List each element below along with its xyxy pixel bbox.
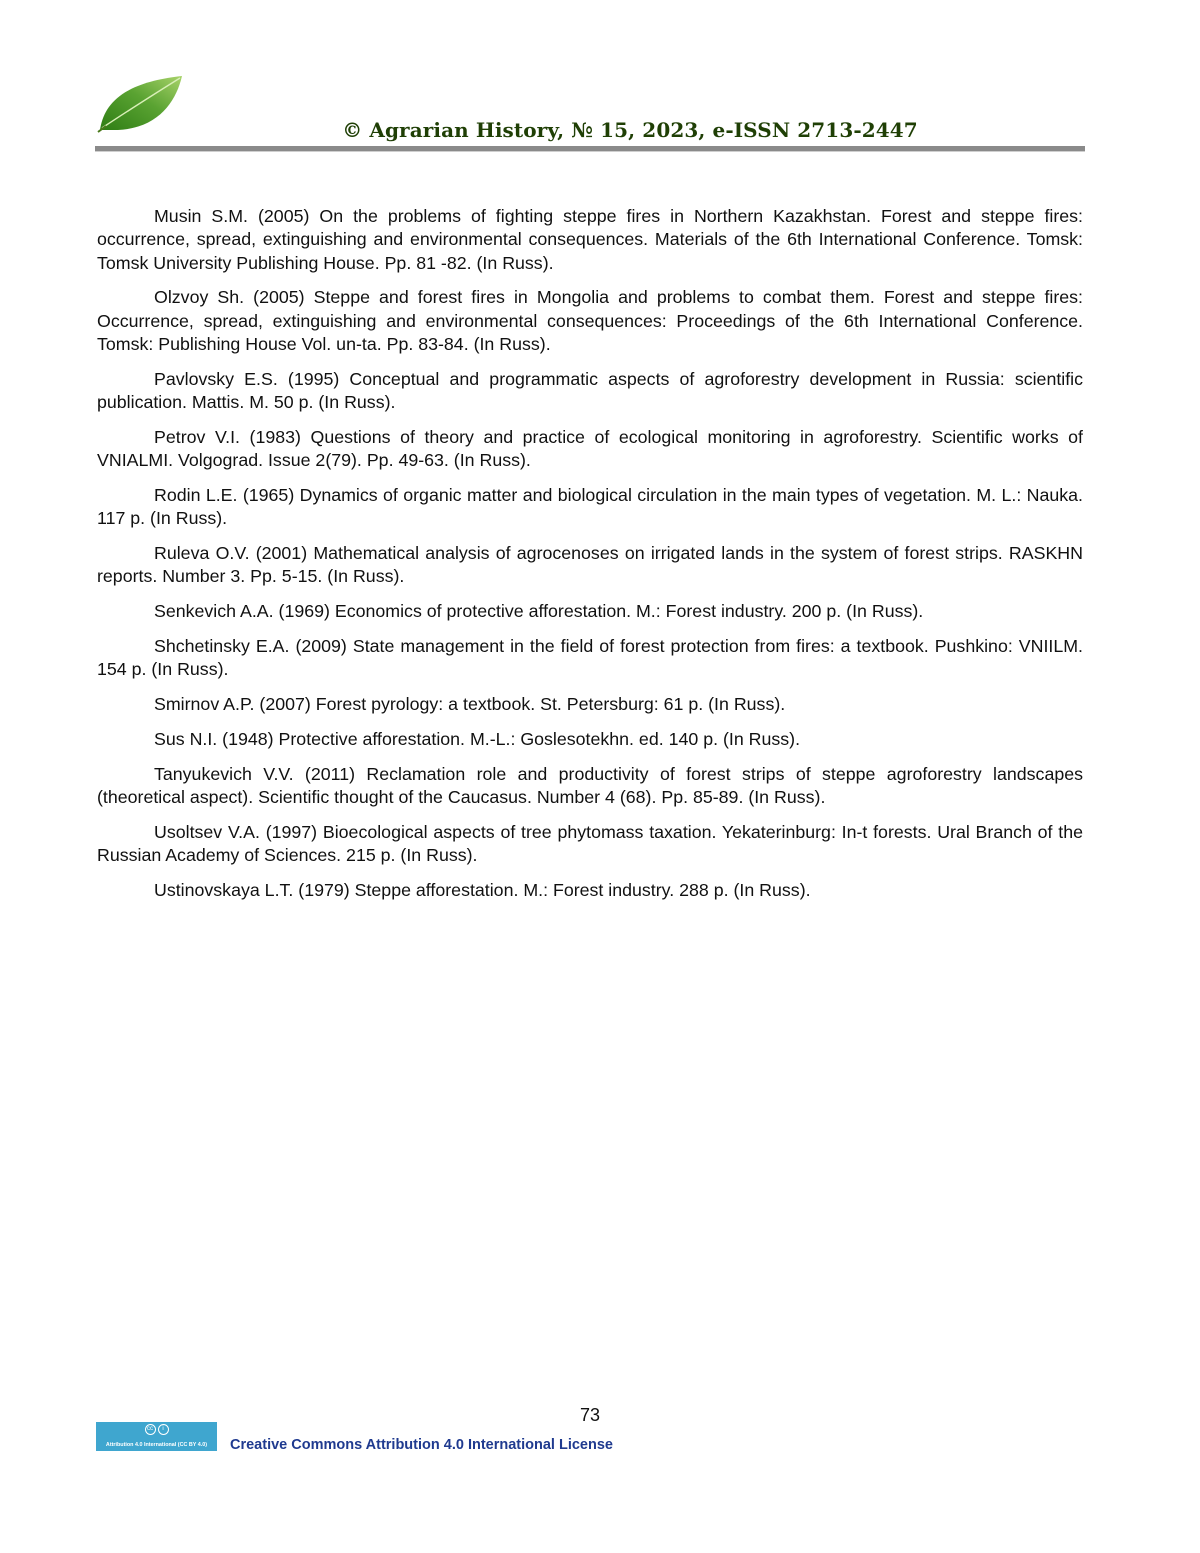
cc-by-icon: cc i xyxy=(96,1424,217,1435)
reference-item: Tanyukevich V.V. (2011) Reclamation role and productivity of forest strips of steppe agroforestry landscapes (theoretical aspect). Scientific thought of the Caucasus. Number 4 (68). Pp. 85-89. (In Russ). xyxy=(97,763,1083,807)
reference-item: Smirnov A.P. (2007) Forest pyrology: a textbook. St. Petersburg: 61 p. (In Russ). xyxy=(154,694,786,715)
page-number: 73 xyxy=(579,1405,601,1425)
reference-item: Sus N.I. (1948) Protective afforestation. M.-L.: Goslesotekhn. ed. 140 p. (In Russ). xyxy=(154,728,801,749)
reference-item: Musin S.M. (2005) On the problems of fighting steppe fires in Northern Kazakhstan. Forest and steppe fires: occurrence, spread, extinguishing and environmental consequences. Materials of the 6th International Conference. Tomsk: Tomsk University Publishing House. Pp. 81 -82. (In Russ). xyxy=(97,206,1083,273)
header-divider xyxy=(95,146,1085,152)
journal-title: © Agrarian History, № 15, 2023, e-ISSN 2713-2447 xyxy=(342,118,918,142)
reference-item: Pavlovsky E.S. (1995) Conceptual and programmatic aspects of agroforestry development in Russia: scientific publication. Mattis. M. 50 p. (In Russ). xyxy=(97,368,1083,413)
reference-list xyxy=(97,205,1083,914)
license-link[interactable]: Creative Commons Attribution 4.0 International License xyxy=(230,1437,613,1453)
reference-item: Petrov V.I. (1983) Questions of theory and practice of ecological monitoring in agroforestry. Scientific works of VNIALMI. Volgograd. Issue 2(79). Pp. 49-63. (In Russ). xyxy=(97,426,1083,471)
reference-item: Ustinovskaya L.T. (1979) Steppe afforestation. M.: Forest industry. 288 p. (In Russ). xyxy=(154,879,811,900)
reference-item: Shchetinsky E.A. (2009) State management in the field of forest protection from fires: a textbook. Pushkino: VNIILM. 154 p. (In Russ). xyxy=(97,635,1083,680)
reference-item: Ruleva O.V. (2001) Mathematical analysis of agrocenoses on irrigated lands in the system of forest strips. RASKHN reports. Number 3. Pp. 5-15. (In Russ). xyxy=(97,543,1083,587)
reference-item: Olzvoy Sh. (2005) Steppe and forest fires in Mongolia and problems to combat them. Forest and steppe fires: Occurrence, spread, extinguishing and environmental consequences: Proceedings of the 6th International Conference. Tomsk: Publishing House Vol. un-ta. Pp. 83-84. (In Russ). xyxy=(97,287,1083,354)
reference-item: Senkevich A.A. (1969) Economics of protective afforestation. M.: Forest industry. 200 p. (In Russ). xyxy=(154,601,924,622)
reference-item: Usoltsev V.A. (1997) Bioecological aspects of tree phytomass taxation. Yekaterinburg: In-t forests. Ural Branch of the Russian Academy of Sciences. 215 p. (In Russ). xyxy=(97,821,1083,866)
cc-badge-text: Attribution 4.0 International (CC BY 4.0) xyxy=(105,1442,208,1448)
cc-license-badge[interactable] xyxy=(96,1422,217,1451)
reference-item: Rodin L.E. (1965) Dynamics of organic matter and biological circulation in the main types of vegetation. M. L.: Nauka. 117 p. (In Russ). xyxy=(97,484,1083,529)
